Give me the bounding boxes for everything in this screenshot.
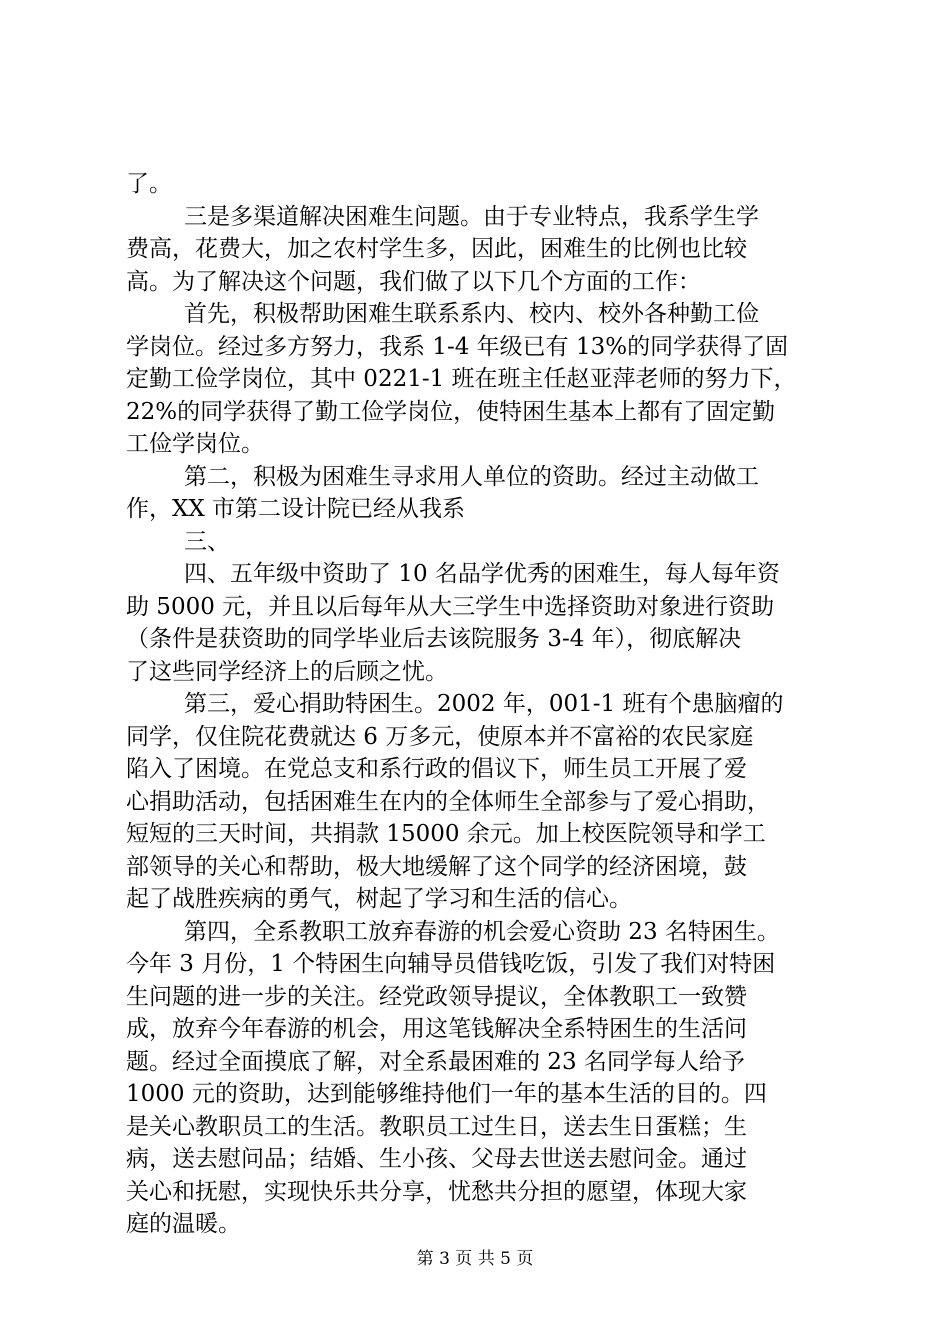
text-line: 成，放弃今年春游的机会，用这笔钱解决全系特困生的生活问: [126, 1016, 747, 1042]
text-line: 同学，仅住院花费就达 6 万多元，使原本并不富裕的农民家庭: [126, 723, 754, 750]
text-line: 三是多渠道解决困难生问题。由于专业特点，我系学生学: [184, 203, 759, 230]
page-footer: 第 3 页 共 5 页: [416, 1249, 534, 1269]
document-body: [126, 168, 836, 1241]
text-line: 陷入了困境。在党总支和系行政的倡议下，师生员工开展了爱: [126, 756, 747, 782]
text-line: 定勤工俭学岗位，其中 0221-1 班在班主任赵亚萍老师的努力下，: [126, 366, 797, 392]
text-line: 三、: [184, 528, 230, 555]
text-line: 了。: [126, 171, 172, 197]
text-line: 庭的温暖。: [126, 1211, 241, 1237]
text-line: 关心和抚慰，实现快乐共分享，忧愁共分担的愿望，体现大家: [126, 1178, 747, 1205]
text-line: 四、五年级中资助了 10 名品学优秀的困难生，每人每年资: [184, 561, 780, 587]
text-line: 短短的三天时间，共捐款 15000 余元。加上校医院领导和学工: [126, 821, 766, 847]
text-line: 第二，积极为困难生寻求用人单位的资助。经过主动做工: [184, 463, 759, 490]
text-line: 了这些同学经济上的后顾之忧。: [126, 658, 448, 685]
text-line: 题。经过全面摸底了解，对全系最困难的 23 名同学每人给予: [126, 1048, 745, 1075]
text-line: 22%的同学获得了勤工俭学岗位，使特困生基本上都有了固定勤: [126, 398, 776, 425]
text-line: 首先，积极帮助困难生联系系内、校内、校外各种勤工俭: [184, 301, 759, 327]
text-line: 今年 3 月份，1 个特困生向辅导员借钱吃饭，引发了我们对特困: [126, 951, 776, 977]
text-line: 高。为了解决这个问题，我们做了以下几个方面的工作：: [126, 268, 701, 295]
text-line: 是关心教职员工的生活。教职员工过生日，送去生日蛋糕；生: [126, 1113, 747, 1140]
text-line: 1000 元的资助，达到能够维持他们一年的基本生活的目的。四: [126, 1081, 767, 1107]
text-line: 工俭学岗位。: [126, 431, 264, 457]
text-line: 起了战胜疾病的勇气，树起了学习和生活的信心。: [126, 886, 632, 912]
text-line: 助 5000 元，并且以后每年从大三学生中选择资助对象进行资助: [126, 593, 775, 620]
text-line: 生问题的进一步的关注。经党政领导提议，全体教职工一致赞: [126, 983, 747, 1010]
text-line: 作，XX 市第二设计院已经从我系: [126, 496, 466, 522]
text-line: 病，送去慰问品；结婚、生小孩、父母去世送去慰问金。通过: [126, 1146, 747, 1172]
text-line: （条件是获资助的同学毕业后去该院服务 3-4 年），彻底解决: [126, 626, 742, 652]
text-line: 第三，爱心捐助特困生。2002 年，001-1 班有个患脑瘤的: [184, 691, 784, 717]
text-line: 第四，全系教职工放弃春游的机会爱心资助 23 名特困生。: [184, 918, 780, 945]
text-line: 心捐助活动，包括困难生在内的全体师生全部参与了爱心捐助，: [126, 788, 770, 815]
text-line: 学岗位。经过多方努力，我系 1-4 年级已有 13%的同学获得了固: [126, 333, 789, 360]
text-line: 费高，花费大，加之农村学生多，因此，困难生的比例也比较: [126, 236, 747, 262]
text-line: 部领导的关心和帮助，极大地缓解了这个同学的经济困境，鼓: [126, 853, 747, 880]
